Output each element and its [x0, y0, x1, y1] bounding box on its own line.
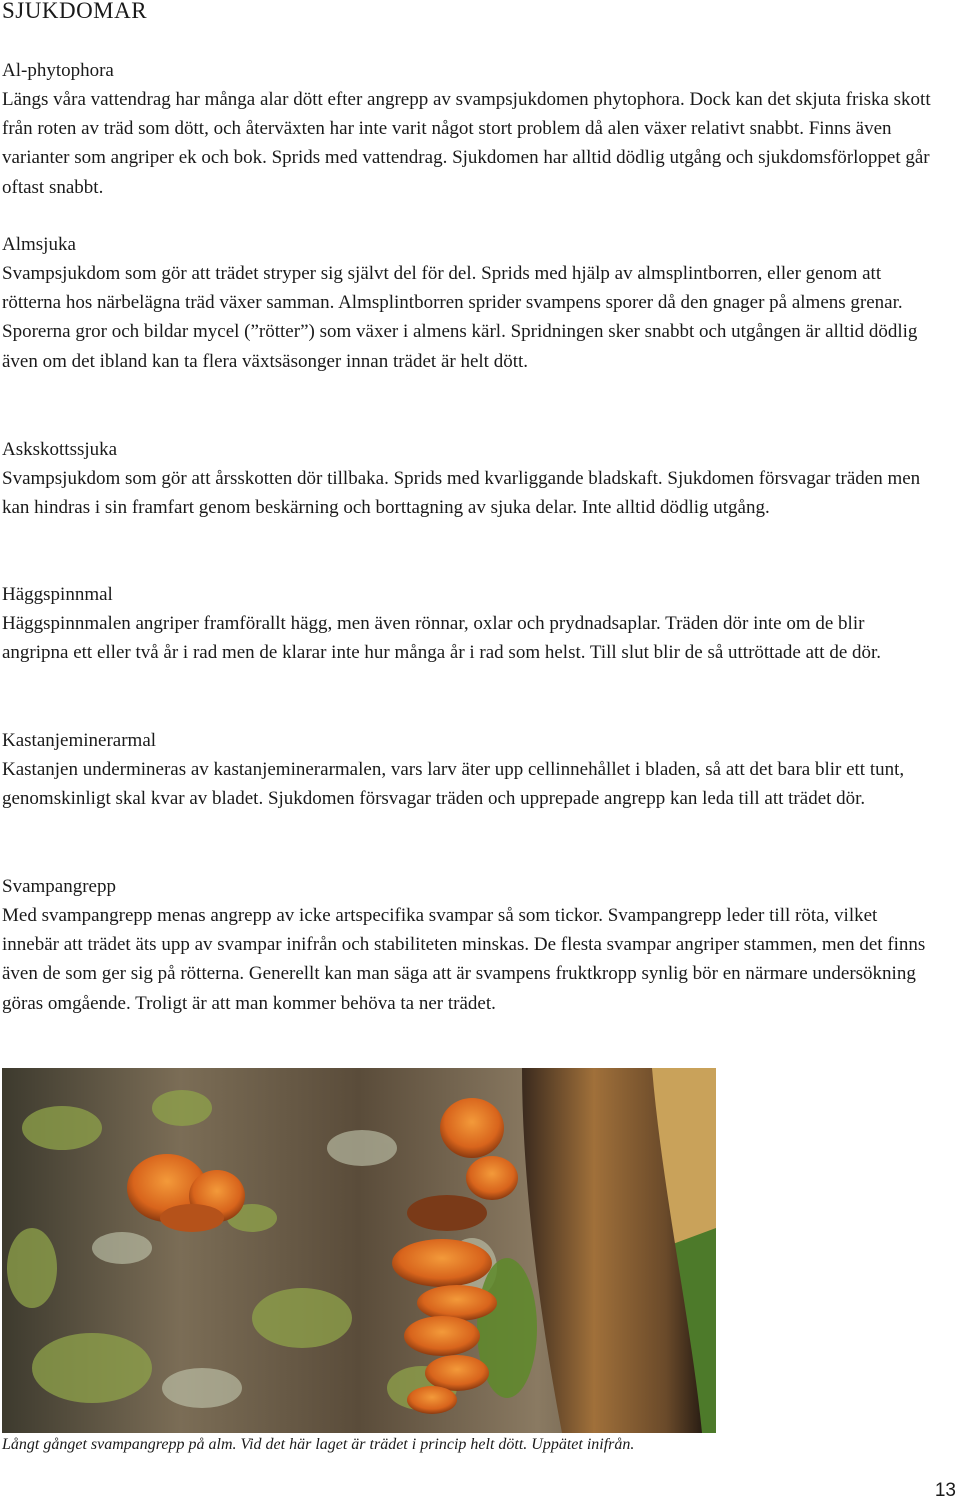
section-almsjuka	[2, 230, 932, 376]
section-al-phytophora	[2, 56, 932, 202]
section-heading: Häggspinnmal	[2, 584, 113, 605]
section-body: Med svampangrepp menas angrepp av icke artspecifika svampar så som tickor. Svampangrepp leder till röta, vilket innebär att trädet äts upp av svampar inifrån och stabiliteten minskas. De flesta svampar angriper stammen, men det finns även de som ger sig på rötterna. Generellt kan man säga att är svampens fruktkropp synlig bör en närmare undersökning göras omgående. Troligt är att man kommer behöva ta ner trädet.	[2, 905, 926, 1014]
section-haggspinnmal	[2, 580, 932, 667]
section-kastanjeminerarmal	[2, 726, 932, 813]
section-askskottssjuka	[2, 435, 932, 522]
section-body: Kastanjen undermineras av kastanjeminerarmalen, vars larv äter upp cellinnehållet i bladen, så att det bara blir ett tunt, genomskinligt skal kvar av bladet. Sjukdomen försvagar träden och upprepade angrepp kan leda till att trädet dör.	[2, 759, 905, 810]
section-heading: Svampangrepp	[2, 876, 116, 897]
section-heading: Al-phytophora	[2, 60, 114, 81]
section-heading: Kastanjeminerarmal	[2, 730, 157, 751]
page-number: 13	[934, 1480, 956, 1501]
section-heading: Askskottssjuka	[2, 439, 118, 460]
section-body: Svampsjukdom som gör att trädet stryper sig självt del för del. Sprids med hjälp av almsplintborren, eller genom att rötterna hos närbelägna träd växer samman. Almsplintborren sprider svampens sporer då den gnager på almens grenar. Sporerna gror och bildar mycel (”rötter”) som växer i almens kärl. Spridningen sker snabbt och utgången är alltid dödlig även om det ibland kan ta flera växtsäsonger innan trädet är helt dött.	[2, 263, 918, 372]
section-body: Längs våra vattendrag har många alar dött efter angrepp av svampsjukdomen phytophora. Dock kan det skjuta friska skott från roten av träd som dött, och återväxten har inte varit något stort problem då alen växer relativt snabbt. Finns även varianter som angriper ek och bok. Sprids med vattendrag. Sjukdomen har alltid dödlig utgång och sjukdomsförloppet går oftast snabbt.	[2, 89, 931, 198]
section-body: Svampsjukdom som gör att årsskotten dör tillbaka. Sprids med kvarliggande bladskaft. Sjukdomen försvagar träden men kan hindras i sin framfart genom beskärning och borttagning av sjuka delar. Inte alltid dödlig utgång.	[2, 468, 921, 519]
fungus-photo	[2, 1068, 716, 1433]
section-body: Häggspinnmalen angriper framförallt hägg, men även rönnar, oxlar och prydnadsaplar. Träden dör inte om de blir angripna ett eller två år i rad men de klarar inte hur många år i rad som helst. Till slut blir de så uttröttade att de dör.	[2, 613, 882, 664]
page-title: SJUKDOMAR	[2, 0, 148, 23]
section-heading: Almsjuka	[2, 234, 76, 255]
fungus-photo-illustration	[2, 1068, 716, 1433]
section-svampangrepp	[2, 872, 932, 1018]
photo-caption: Långt gånget svampangrepp på alm. Vid det här laget är trädet i princip helt dött. Uppätet inifrån.	[2, 1436, 635, 1453]
